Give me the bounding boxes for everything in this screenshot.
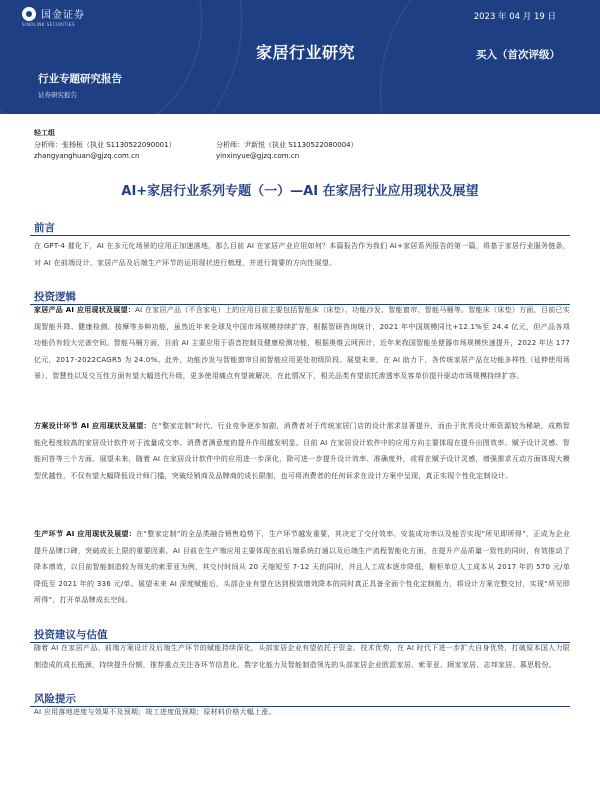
- logic-paragraph-production: [34, 526, 570, 609]
- report-date: 2023 年 04 月 19 日: [473, 12, 556, 22]
- analyst-2-email[interactable]: yinxinyue@gjzq.com.cn: [216, 152, 300, 160]
- industry-group: 轻工组: [34, 129, 55, 137]
- report-subtype: 证券研究报告: [38, 91, 77, 99]
- section-risk-title: 风险提示: [34, 693, 76, 705]
- document-title: AI+家居行业系列专题（一）—AI 在家居行业应用现状及展望: [121, 184, 479, 199]
- section-foreword-title: 前言: [34, 222, 55, 234]
- paragraph-lead: 生产环节 AI 应用现状及展望：: [34, 530, 137, 538]
- logo-subtitle: SINOLINK SECURITIES: [22, 22, 76, 27]
- paragraph-lead: 家居产品 AI 应用现状及展望：: [34, 306, 136, 314]
- paragraph-body: 在“整家定制”时代，行业竞争逐步加剧，消费者对于传统家居门店的设计需求显著提升，而由于优秀设计师资源较为稀缺，成熟智能化程度较高的家居设计软件对于流量成交率、消费者满意度的提升作用越发明显。目前 AI 在家居设计软件中的应用方向主要体现在提升出图效率、赋予设计灵感、智能问答等三个方面。展望未来，随着 AI 在家居设计软件中的应用进一步深化，除可进一步提升设计效率、准确度外，或将在赋予设计灵感，增强需求互动方面体现大模型优越性，不仅有望大幅降低设计师门槛，突破经销商及品牌商的成长限制，也可将消费者的任何诉求在设计方案中呈现，真正实现个性化定制设计。: [34, 422, 570, 480]
- logic-paragraph-product: [34, 302, 570, 385]
- analyst-1: 分析师：张杨桓（执业 S1130522090001）: [34, 141, 176, 149]
- analyst-1-email[interactable]: zhangyanghuan@gjzq.com.cn: [34, 152, 140, 160]
- industry-title: 家居行业研究: [256, 43, 356, 62]
- logo-icon: [22, 7, 36, 21]
- paragraph-body: AI 在家居产品（不含家电）上的应用目前主要包括智能床（床垫）、功能沙发、智能窗帘、智能马桶等。智能床（床垫）方面，目前已实现智能升降、健康检测、按摩等多种功能，虽然近年来全球及中国市场规模持续扩容，根据智研咨询统计，2021 年中国规模同比+12.1%至 24.4 亿元，但产品各项功能仍有较大完善空间。智能马桶方面，目前 AI 主要应用于语音控制及健康检测功能，根据奥维云网预计，近年来我国智能坐便器市场规模快速提升，2022 年达 177 亿元，2017-2022CAGR5 为 24.0%。此外，功能沙发与智能窗帘目前智能应用更处初级阶段。展望未来，在 AI 助力下，各传统家居产品在功能多样性（延伸使用场景）、智慧性以及交互性方面有望大幅迭代升级，更多使用痛点有望被解决，在此情况下，相关品类有望依托渗透率及客单价提升驱动市场规模持续扩容。: [34, 306, 570, 380]
- logic-paragraph-design: [34, 418, 570, 484]
- section-logic-title: 投资逻辑: [34, 291, 76, 303]
- logo-text: 国金证券: [41, 10, 85, 21]
- foreword-paragraph: 在 GPT-4 催化下，AI 在多元化场景的应用正加速落地，那么目前 AI 在家居产业应用如何？本篇报告作为我们 AI+家居系列报告的第一篇，将基于家居行业服务链条，对 AI 在前端设计、家居产品及后端生产环节的运用现状进行梳理，并进行简要的方向性展望。: [34, 242, 570, 267]
- advice-paragraph: 随着 AI 在家居产品、前端方案设计及后端生产环节的赋能持续深化，头部家居企业有望依托于资金、技术优势，在 AI 时代下进一步扩大自身优势，打破原本国人力限制造成的成长瓶颈，持续提升份额，推荐重点关注各环节信息化、数字化能力及智能制造领先的头部家居企业欧派家居、索菲亚、顾家家居、志邦家居、慕思股份。: [34, 644, 570, 669]
- section-advice-title: 投资建议与估值: [34, 629, 108, 641]
- header-banner: [0, 0, 600, 114]
- section-divider: [30, 235, 570, 236]
- company-logo: [22, 6, 85, 21]
- analyst-2: 分析师：尹新悦（执业 S1130522080004）: [216, 141, 358, 149]
- paragraph-body: 在“整家定制”的全品类融合销售趋势下，生产环节越发重要，其决定了交付效率、安装成功率以及能否实现“所见即所得”，正成为企业提升品牌口碑，突破成长上限的重要因素。AI 目前在生产端应用主要体现在前后端系统打通以及后端生产流程智能化方面，在提升产品质量一致性的同时，有效推动了降本增效，以目前智能制造较为领先的索菲亚为例，其交付时间从 20 天缩短至 7-12 天的同时，并且人工成本逐步降低，橱柜单位人工成本从 2017 年的 570 元/单降低至 2021 年的 336 元/单。展望未来 AI 深度赋能后，头部企业有望在达到极致增效降本的同时真正具备全面个性化定制能力，将设计方案完整交付，实现“所见即所得”，打开单品牌成长空间。: [34, 530, 570, 604]
- report-type: 行业专题研究报告: [38, 73, 122, 85]
- risk-paragraph: AI 应用落地进度与效果不及预期；竣工进度低预期；原材料价格大幅上涨。: [34, 708, 276, 716]
- rating-badge: 买入（首次评级）: [476, 49, 560, 61]
- paragraph-lead: 方案设计环节 AI 应用现状及展望：: [34, 422, 151, 430]
